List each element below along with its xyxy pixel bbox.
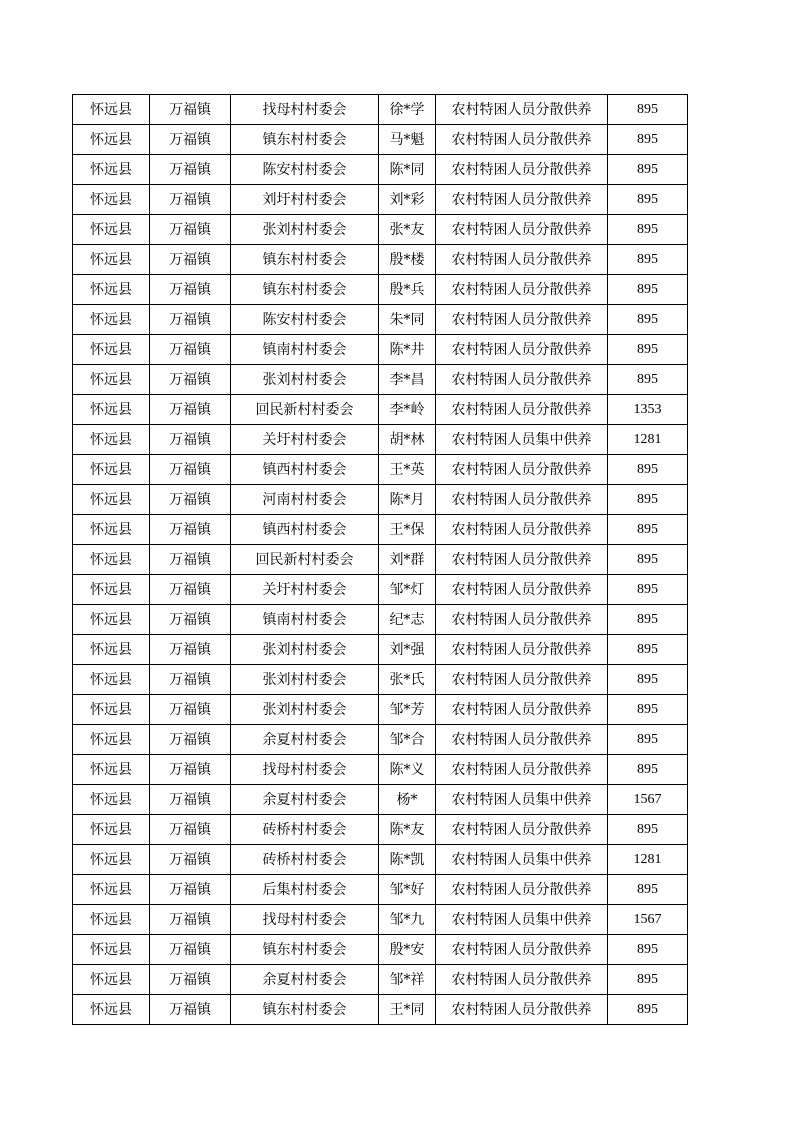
town-cell: 万福镇 — [150, 395, 231, 425]
county-cell: 怀远县 — [73, 935, 150, 965]
county-cell: 怀远县 — [73, 995, 150, 1025]
village-cell: 余夏村村委会 — [231, 965, 379, 995]
town-cell: 万福镇 — [150, 185, 231, 215]
town-cell: 万福镇 — [150, 605, 231, 635]
village-cell: 镇东村村委会 — [231, 995, 379, 1025]
name-cell: 杨* — [379, 785, 436, 815]
village-cell: 镇东村村委会 — [231, 275, 379, 305]
support-type-cell: 农村特困人员分散供养 — [436, 485, 608, 515]
table-row — [73, 815, 688, 845]
town-cell: 万福镇 — [150, 95, 231, 125]
name-cell: 王*保 — [379, 515, 436, 545]
table-row — [73, 665, 688, 695]
amount-cell: 895 — [608, 875, 688, 905]
county-cell: 怀远县 — [73, 725, 150, 755]
village-cell: 找母村村委会 — [231, 95, 379, 125]
village-cell: 余夏村村委会 — [231, 785, 379, 815]
support-type-cell: 农村特困人员分散供养 — [436, 395, 608, 425]
support-type-cell: 农村特困人员分散供养 — [436, 965, 608, 995]
amount-cell: 895 — [608, 635, 688, 665]
amount-cell: 895 — [608, 665, 688, 695]
town-cell: 万福镇 — [150, 665, 231, 695]
village-cell: 镇南村村委会 — [231, 605, 379, 635]
name-cell: 陈*同 — [379, 155, 436, 185]
table-row — [73, 545, 688, 575]
name-cell: 李*昌 — [379, 365, 436, 395]
amount-cell: 895 — [608, 215, 688, 245]
town-cell: 万福镇 — [150, 875, 231, 905]
table-row — [73, 515, 688, 545]
support-type-cell: 农村特困人员分散供养 — [436, 95, 608, 125]
village-cell: 后集村村委会 — [231, 875, 379, 905]
name-cell: 刘*强 — [379, 635, 436, 665]
county-cell: 怀远县 — [73, 635, 150, 665]
amount-cell: 895 — [608, 95, 688, 125]
county-cell: 怀远县 — [73, 275, 150, 305]
relief-recipients-table — [72, 94, 688, 1025]
town-cell: 万福镇 — [150, 425, 231, 455]
town-cell: 万福镇 — [150, 575, 231, 605]
support-type-cell: 农村特困人员分散供养 — [436, 695, 608, 725]
village-cell: 砖桥村村委会 — [231, 815, 379, 845]
support-type-cell: 农村特困人员集中供养 — [436, 905, 608, 935]
town-cell: 万福镇 — [150, 845, 231, 875]
county-cell: 怀远县 — [73, 215, 150, 245]
town-cell: 万福镇 — [150, 455, 231, 485]
table-row — [73, 455, 688, 485]
amount-cell: 1567 — [608, 905, 688, 935]
table-row — [73, 755, 688, 785]
amount-cell: 895 — [608, 575, 688, 605]
name-cell: 张*氏 — [379, 665, 436, 695]
name-cell: 邹*芳 — [379, 695, 436, 725]
amount-cell: 895 — [608, 245, 688, 275]
amount-cell: 1567 — [608, 785, 688, 815]
village-cell: 镇西村村委会 — [231, 455, 379, 485]
amount-cell: 895 — [608, 335, 688, 365]
town-cell: 万福镇 — [150, 245, 231, 275]
table-row — [73, 995, 688, 1025]
county-cell: 怀远县 — [73, 965, 150, 995]
town-cell: 万福镇 — [150, 785, 231, 815]
name-cell: 朱*同 — [379, 305, 436, 335]
table-row — [73, 245, 688, 275]
county-cell: 怀远县 — [73, 845, 150, 875]
village-cell: 河南村村委会 — [231, 485, 379, 515]
village-cell: 关圩村村委会 — [231, 425, 379, 455]
town-cell: 万福镇 — [150, 275, 231, 305]
support-type-cell: 农村特困人员分散供养 — [436, 125, 608, 155]
village-cell: 刘圩村村委会 — [231, 185, 379, 215]
name-cell: 马*魁 — [379, 125, 436, 155]
name-cell: 邹*合 — [379, 725, 436, 755]
table-row — [73, 635, 688, 665]
support-type-cell: 农村特困人员分散供养 — [436, 185, 608, 215]
amount-cell: 895 — [608, 275, 688, 305]
name-cell: 陈*义 — [379, 755, 436, 785]
amount-cell: 895 — [608, 485, 688, 515]
name-cell: 邹*九 — [379, 905, 436, 935]
table-row — [73, 95, 688, 125]
village-cell: 镇东村村委会 — [231, 245, 379, 275]
support-type-cell: 农村特困人员集中供养 — [436, 845, 608, 875]
county-cell: 怀远县 — [73, 515, 150, 545]
name-cell: 胡*林 — [379, 425, 436, 455]
name-cell: 陈*月 — [379, 485, 436, 515]
amount-cell: 895 — [608, 935, 688, 965]
name-cell: 邹*好 — [379, 875, 436, 905]
amount-cell: 895 — [608, 515, 688, 545]
table-row — [73, 395, 688, 425]
amount-cell: 895 — [608, 695, 688, 725]
county-cell: 怀远县 — [73, 575, 150, 605]
support-type-cell: 农村特困人员分散供养 — [436, 275, 608, 305]
village-cell: 镇南村村委会 — [231, 335, 379, 365]
name-cell: 殷*兵 — [379, 275, 436, 305]
town-cell: 万福镇 — [150, 305, 231, 335]
town-cell: 万福镇 — [150, 755, 231, 785]
name-cell: 殷*安 — [379, 935, 436, 965]
town-cell: 万福镇 — [150, 335, 231, 365]
county-cell: 怀远县 — [73, 95, 150, 125]
village-cell: 陈安村村委会 — [231, 305, 379, 335]
table-row — [73, 125, 688, 155]
support-type-cell: 农村特困人员分散供养 — [436, 725, 608, 755]
county-cell: 怀远县 — [73, 185, 150, 215]
village-cell: 回民新村村委会 — [231, 395, 379, 425]
town-cell: 万福镇 — [150, 125, 231, 155]
table-row — [73, 935, 688, 965]
village-cell: 张刘村村委会 — [231, 635, 379, 665]
town-cell: 万福镇 — [150, 935, 231, 965]
table-row — [73, 785, 688, 815]
county-cell: 怀远县 — [73, 155, 150, 185]
table-row — [73, 875, 688, 905]
support-type-cell: 农村特困人员分散供养 — [436, 155, 608, 185]
town-cell: 万福镇 — [150, 965, 231, 995]
village-cell: 张刘村村委会 — [231, 215, 379, 245]
table-row — [73, 155, 688, 185]
name-cell: 刘*群 — [379, 545, 436, 575]
table-row — [73, 605, 688, 635]
village-cell: 镇东村村委会 — [231, 125, 379, 155]
support-type-cell: 农村特困人员分散供养 — [436, 215, 608, 245]
name-cell: 殷*楼 — [379, 245, 436, 275]
table-row — [73, 905, 688, 935]
village-cell: 镇东村村委会 — [231, 935, 379, 965]
village-cell: 余夏村村委会 — [231, 725, 379, 755]
amount-cell: 895 — [608, 605, 688, 635]
support-type-cell: 农村特困人员分散供养 — [436, 815, 608, 845]
village-cell: 关圩村村委会 — [231, 575, 379, 605]
county-cell: 怀远县 — [73, 905, 150, 935]
amount-cell: 895 — [608, 125, 688, 155]
village-cell: 张刘村村委会 — [231, 365, 379, 395]
county-cell: 怀远县 — [73, 305, 150, 335]
county-cell: 怀远县 — [73, 245, 150, 275]
amount-cell: 1281 — [608, 845, 688, 875]
support-type-cell: 农村特困人员分散供养 — [436, 995, 608, 1025]
table-body — [73, 95, 688, 1025]
amount-cell: 895 — [608, 155, 688, 185]
town-cell: 万福镇 — [150, 545, 231, 575]
county-cell: 怀远县 — [73, 875, 150, 905]
support-type-cell: 农村特困人员分散供养 — [436, 455, 608, 485]
town-cell: 万福镇 — [150, 725, 231, 755]
county-cell: 怀远县 — [73, 335, 150, 365]
name-cell: 张*友 — [379, 215, 436, 245]
village-cell: 找母村村委会 — [231, 905, 379, 935]
county-cell: 怀远县 — [73, 365, 150, 395]
support-type-cell: 农村特困人员分散供养 — [436, 515, 608, 545]
table-row — [73, 305, 688, 335]
name-cell: 王*英 — [379, 455, 436, 485]
county-cell: 怀远县 — [73, 395, 150, 425]
table-row — [73, 725, 688, 755]
county-cell: 怀远县 — [73, 545, 150, 575]
village-cell: 找母村村委会 — [231, 755, 379, 785]
town-cell: 万福镇 — [150, 995, 231, 1025]
amount-cell: 895 — [608, 545, 688, 575]
town-cell: 万福镇 — [150, 215, 231, 245]
village-cell: 陈安村村委会 — [231, 155, 379, 185]
name-cell: 邹*祥 — [379, 965, 436, 995]
support-type-cell: 农村特困人员分散供养 — [436, 335, 608, 365]
table-row — [73, 275, 688, 305]
support-type-cell: 农村特困人员分散供养 — [436, 635, 608, 665]
town-cell: 万福镇 — [150, 485, 231, 515]
name-cell: 陈*友 — [379, 815, 436, 845]
amount-cell: 895 — [608, 185, 688, 215]
amount-cell: 895 — [608, 725, 688, 755]
amount-cell: 895 — [608, 365, 688, 395]
name-cell: 刘*彩 — [379, 185, 436, 215]
support-type-cell: 农村特困人员分散供养 — [436, 575, 608, 605]
table-row — [73, 185, 688, 215]
support-type-cell: 农村特困人员分散供养 — [436, 305, 608, 335]
county-cell: 怀远县 — [73, 485, 150, 515]
name-cell: 纪*志 — [379, 605, 436, 635]
table-row — [73, 215, 688, 245]
support-type-cell: 农村特困人员分散供养 — [436, 665, 608, 695]
amount-cell: 895 — [608, 455, 688, 485]
town-cell: 万福镇 — [150, 365, 231, 395]
county-cell: 怀远县 — [73, 605, 150, 635]
town-cell: 万福镇 — [150, 815, 231, 845]
support-type-cell: 农村特困人员分散供养 — [436, 245, 608, 275]
county-cell: 怀远县 — [73, 755, 150, 785]
village-cell: 张刘村村委会 — [231, 695, 379, 725]
village-cell: 砖桥村村委会 — [231, 845, 379, 875]
support-type-cell: 农村特困人员分散供养 — [436, 755, 608, 785]
county-cell: 怀远县 — [73, 815, 150, 845]
town-cell: 万福镇 — [150, 635, 231, 665]
county-cell: 怀远县 — [73, 695, 150, 725]
support-type-cell: 农村特困人员分散供养 — [436, 365, 608, 395]
amount-cell: 895 — [608, 815, 688, 845]
amount-cell: 1281 — [608, 425, 688, 455]
amount-cell: 895 — [608, 965, 688, 995]
table-row — [73, 575, 688, 605]
table-row — [73, 695, 688, 725]
name-cell: 王*同 — [379, 995, 436, 1025]
name-cell: 邹*灯 — [379, 575, 436, 605]
name-cell: 陈*井 — [379, 335, 436, 365]
support-type-cell: 农村特困人员分散供养 — [436, 605, 608, 635]
town-cell: 万福镇 — [150, 905, 231, 935]
table-row — [73, 965, 688, 995]
name-cell: 李*岭 — [379, 395, 436, 425]
table-row — [73, 485, 688, 515]
town-cell: 万福镇 — [150, 695, 231, 725]
county-cell: 怀远县 — [73, 785, 150, 815]
village-cell: 张刘村村委会 — [231, 665, 379, 695]
support-type-cell: 农村特困人员分散供养 — [436, 875, 608, 905]
support-type-cell: 农村特困人员集中供养 — [436, 425, 608, 455]
table-row — [73, 335, 688, 365]
table-row — [73, 425, 688, 455]
county-cell: 怀远县 — [73, 125, 150, 155]
county-cell: 怀远县 — [73, 425, 150, 455]
town-cell: 万福镇 — [150, 515, 231, 545]
table-row — [73, 845, 688, 875]
name-cell: 徐*学 — [379, 95, 436, 125]
support-type-cell: 农村特困人员集中供养 — [436, 785, 608, 815]
amount-cell: 895 — [608, 305, 688, 335]
support-type-cell: 农村特困人员分散供养 — [436, 545, 608, 575]
amount-cell: 1353 — [608, 395, 688, 425]
village-cell: 回民新村村委会 — [231, 545, 379, 575]
amount-cell: 895 — [608, 995, 688, 1025]
amount-cell: 895 — [608, 755, 688, 785]
support-type-cell: 农村特困人员分散供养 — [436, 935, 608, 965]
village-cell: 镇西村村委会 — [231, 515, 379, 545]
county-cell: 怀远县 — [73, 455, 150, 485]
table-row — [73, 365, 688, 395]
town-cell: 万福镇 — [150, 155, 231, 185]
name-cell: 陈*凯 — [379, 845, 436, 875]
county-cell: 怀远县 — [73, 665, 150, 695]
